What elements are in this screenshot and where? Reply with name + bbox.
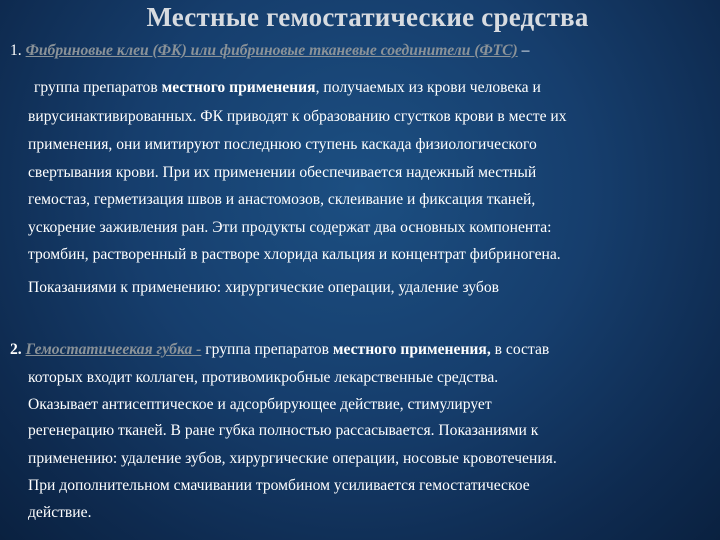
- item2-line: регенерацию тканей. В ране губка полностью рассасывается. Показаниями к: [28, 422, 539, 439]
- item2-term: Гемостатичеекая губка -: [25, 341, 202, 358]
- item1-heading: [10, 41, 529, 61]
- item1-dash: –: [517, 42, 530, 59]
- item1-number: 1.: [10, 42, 22, 59]
- item1-line: ускорение заживления ран. Эти продукты содержат два основных компонента:: [28, 219, 552, 236]
- item1-indications: Показаниями к применению: хирургические операции, удаление зубов: [28, 279, 499, 296]
- item2-line: применению: удаление зубов, хирургические операции, носовые кровотечения.: [28, 450, 557, 467]
- item2-line: Оказывает антисептическое и адсорбирующее действие, стимулирует: [28, 396, 492, 413]
- item1-line: гемостаз, герметизация швов и анастомозов, склеивание и фиксация тканей,: [28, 191, 536, 208]
- item2-line: При дополнительном смачивании тромбином усиливается гемостатическое: [28, 477, 530, 494]
- item2-number: 2.: [10, 341, 22, 358]
- item1-term: Фибриновые клеи (ФК) или фибриновые тканевые соединители (ФТС): [25, 42, 518, 59]
- item1-line-1-text-a: группа препаратов: [34, 79, 162, 96]
- item2-line-1-text-c: в состав: [490, 341, 550, 358]
- item2-line: действие.: [28, 504, 92, 521]
- item1-local-use: местного применения: [161, 79, 316, 96]
- item1-line-1: [34, 78, 541, 98]
- slide-title: Местные гемостатические средства: [146, 2, 589, 32]
- item1-line: свертывания крови. При их применении обеспечивается надежный местный: [28, 164, 537, 181]
- item2-local-use: местного применения,: [332, 341, 491, 358]
- item1-line: вирусинактивированных. ФК приводят к образованию сгустков крови в месте их: [28, 108, 567, 125]
- item2-line-1-text-a: группа препаратов: [201, 341, 333, 358]
- item2-heading: [10, 340, 549, 360]
- item2-line: которых входит коллаген, противомикробные лекарственные средства.: [28, 369, 499, 386]
- item1-line: применения, они имитируют последнюю ступень каскада физиологического: [28, 136, 537, 153]
- item1-line-1-text-c: , получаемых из крови человека и: [315, 79, 541, 96]
- item1-line: тромбин, растворенный в растворе хлорида кальция и концентрат фибриногена.: [28, 246, 561, 263]
